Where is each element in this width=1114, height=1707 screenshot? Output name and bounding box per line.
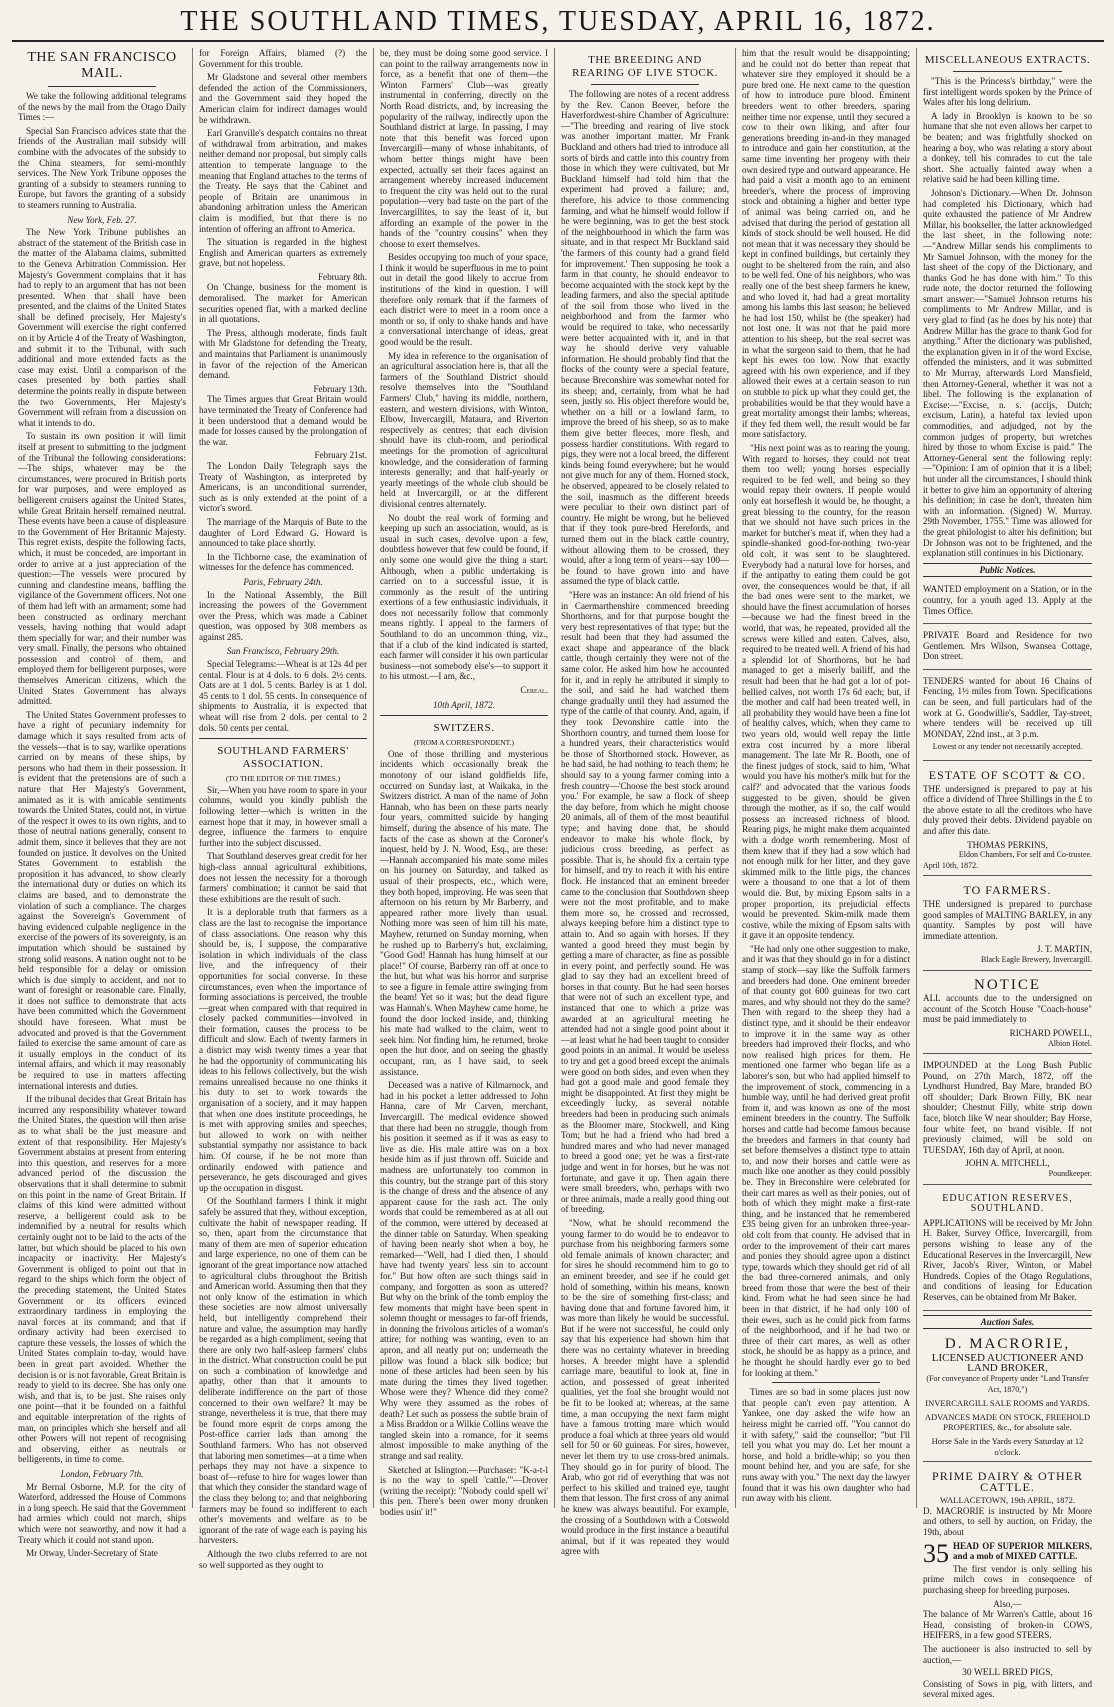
ad-text: APPLICATIONS will be received by Mr John H. Baker, Survey Office, Invercargill, from persons wishing to lease any of the Educational Reserves in the Invercargill, New River, Jacob's River, Winton, or Mabel Hundreds. Copies of the Otago Regulations, and conditions of leasing for Education Reserves, can be obtained from Mr Baker.: [923, 1217, 1092, 1302]
dateline: New York, Feb. 27.: [67, 214, 137, 225]
paragraph: Mr Gladstone and several other members defended the action of the Commissioners, and the Government said they hoped the American claim for indirect damages would be withdrawn.: [199, 72, 367, 125]
paragraph: Although the two clubs referred to are not so well supported as they ought to: [199, 1548, 367, 1570]
paragraph: Mr Bernal Osborne, M.P. for the city of Waterford, addressed the House of Commons in a long speech. He said that the Government had armies which could not march, ships which were not seaworthy, and now it had a Treaty which it could not stand upon.: [18, 1481, 186, 1545]
divider: [772, 1382, 880, 1383]
ad-signature: JOHN A. MITCHELL,: [965, 1158, 1050, 1169]
signature: Cereal.: [520, 685, 548, 696]
ad-text: The balance of Mr Warren's Cattle, about 16 Head, consisting of broken-in COWS, HEIFERS, in a few good STEERS.: [923, 1609, 1092, 1641]
article-title-switzers: SWITZERS.: [433, 722, 495, 735]
ad-date: April 10th, 1872.: [923, 860, 979, 870]
ad-signature-sub: Albion Hotel.: [1048, 1038, 1092, 1048]
advertisement: [923, 1465, 1092, 1707]
column-4: [555, 48, 736, 1557]
paragraph: "This is the Princess's birthday," were the first intelligent words spoken by the Prince of Wales after his long delirium.: [923, 76, 1092, 108]
ad-text: Horse Sale in the Yards every Saturday at 12 o'clock.: [931, 1435, 1084, 1457]
paragraph: for Foreign Affairs, blamed (?) the Government for this trouble.: [199, 48, 367, 69]
ad-subtitle: LICENSED AUCTIONEER AND LAND BROKER,: [931, 1351, 1084, 1375]
paragraph: A lady in Brooklyn is known to be so humane that she not even allows her carpet to be beaten; and was frightfully shocked on hearing a boy, who was relating a story about a donkey, tell his comrades to cut the tale short. She actually fainted away when a relative said he had been killing time.: [923, 110, 1092, 185]
divider: [48, 86, 156, 87]
ad-text: ALL accounts due to the undersigned on account of the Scotch House "Coach-house" must be paid immediately to: [923, 993, 1092, 1025]
paragraph: The Press, although moderate, finds fault with Mr Gladstone for defending the Treaty, and maintains that Parliament is unanimously in favor of the rejection of the American demand.: [199, 327, 367, 381]
paragraph: In the National Assembly, the Bill increasing the powers of the Government over the Press, which was made a Cabinet question, was opposed by 308 members as against 285.: [199, 589, 367, 642]
dateline: 10th April, 1872.: [433, 699, 495, 710]
ad-signature-sub: Poundkeeper.: [1048, 1169, 1092, 1179]
divider: [591, 84, 699, 85]
ad-note: Lowest or any tender not necessarily accepted.: [932, 742, 1083, 752]
paragraph: Sketched at Islington.—Purchaser: "K-a-t-l is no the way to spell 'cattle.'"—Drover (writing the receipt): "Nobody could spell wi' this pen. There's been ower mony drunken bodies usin' it!": [380, 1464, 548, 1517]
ad-signature: J. T. MARTIN,: [1037, 944, 1092, 955]
advertisement: [923, 1333, 1092, 1462]
ad-text: PRIVATE Board and Residence for two Gentlemen. Mrs Wilson, Swansea Cottage, Don street.: [923, 630, 1092, 662]
paragraph: No doubt the real work of forming and keeping up such an association, would, as is usual in such cases, devolve upon a few, doubtless however that few could be found, if only some one would give the thing a start. Although, when a public undertaking is carried on to a successful issue, it is commonly as the result of the untiring exertions of a few enthusiastic individuals, it does not necessarily follow that commonly means rightly. I appeal to the farmers of Southland to do an uncommon thing, viz., that if a club of the kind indicated is started, each farmer will consider it his own particular business—not somebody else's—to support it to his utmost.—I am, &c.,: [380, 512, 548, 682]
ad-text: 30 WELL BRED PIGS,: [962, 1668, 1053, 1679]
ad-number: 35: [923, 1538, 949, 1568]
paragraph: Deceased was a native of Kilmarnock, and had in his pocket a letter addressed to John Hanna, care of Mr Carven, merchant, Invercargill. The medical evidence showed that there had been no struggle, though from his position it seemed as if it was as easy to live as die. His male attire was on a box beside him as if just thrown off. Suicide and madness are unfortunately too common in this country, but the strange part of this story is the change of dress and the absence of any apparent cause for the rash act. The only words that could be remembered as at all out of the common, were uttered by deceased at the dinner table on Saturday. When speaking of having been nearly shot when a boy, he remarked—"Well, had I died then, I should have had twenty years' less sin to account for." But how often are such things said in company, and forgotten as soon as uttered? But why on the brink of the tomb employ the few moments that might have been spent in solemn thought or messages to far-off friends, in donning the frivolous articles of a woman's attire; for nothing was wanting, even to an apron, and all neatly put on; underneath the pillow was found a black silk bodice; but none of these articles had been seen by his mate during the times they lived together. Whose were they? Whence did they come? Why were they assumed as the robes of death? Let such as possess the subtle brain of a Miss Braddon or a Wilkie Collins weave the tangled skein into a romance, for it seems almost impossible to make anything of the strange and sad reality.: [380, 1080, 548, 1461]
ad-headline: [923, 1538, 1092, 1568]
dateline: February 8th.: [318, 271, 367, 282]
ad-text: The first vendor is only selling his prime milch cows in consequence of purchasing sheep for breeding purposes.: [923, 1563, 1092, 1596]
ad-text: (For conveyance of Property under "Land Transfer Act, 1870,"): [926, 1373, 1089, 1394]
ad-title: TO FARMERS.: [963, 883, 1052, 898]
ad-title: NOTICE: [974, 976, 1041, 993]
paragraph: be, they must be doing some good service. I can point to the railway arrangements now in force, as a benefit that one of them—the Winton Farmers' Club—was greatly instrumental in conferring, directly on the North Road districts, and, by increasing the popularity of the railway, indirectly upon the Southland district at large. In passing, I may note that this benefit was forced upon Invercargill—many of whose inhabitants, of whom better things might have been expected, actually set their faces against an arrangement whereby increased inducement to frequent the city was held out to the rural population—very bad taste on the part of the Invercargillites, to say the least of it, but affording an example of the power in the hands of the "country cousins" when they choose to exert themselves.: [380, 48, 548, 249]
advertisement: [923, 581, 1092, 624]
column-5: [736, 48, 917, 1508]
ad-text: D. MACRORIE is instructed by Mr Moore and others, to sell by auction, on Friday, the 19th, about: [923, 1505, 1092, 1538]
paragraph: We take the following additional telegrams of the news by the mail from the Otago Daily Times :—: [18, 91, 186, 123]
dateline: February 13th.: [313, 383, 367, 394]
paragraph: Sir,—When you have room to spare in your columns, would you kindly publish the following letter—which is written in the earnest hope that it may, in however small a degree, influence the farmers to enquire further into the subject discussed.: [199, 784, 367, 848]
paragraph: The following are notes of a recent address by the Rev. Canon Beever, before the Haverfordwest-shire Chamber of Agriculture:—"The breeding and rearing of live stock was another important matter. Mr Frank Buckland and others had tried to introduce all sorts of birds and cattle into this country from those in which they were cultivated, but Mr Buckland himself had told him that the experiment had proved a failure; and, therefore, his advice to those commencing farming, and what he himself would follow if he were beginning, was to get the best stock of the neighbourhood in which the farm was situate, and in that respect Mr Buckland said 'the farmers of this county had a grand field for improvement.' Then supposing he took a farm in that county, he should endeavor to become acquainted with the stock kept by the leading farmers, and also the special aptitude of the soil from those who lived in the neighborhood and from the farmer who would be required to take, who necessarily were better acquainted with it, and in that way he should derive very valuable information. He should probably find that the flocks of the county were a special feature, because Breconshire was somewhat noted for its sheep; and, certainly, from what he had seen, justly so. His object therefore would be, whether on a hill or a lowland farm, to improve the breed of his sheep, so as to make them give better fleeces, more flesh, and possess hardier constitutions. With regard to pigs, they were not a local breed, the different kinds being found everywhere; but he would not give much for any of them. Horned stock, he observed, appeared to be closely related to the soil, inasmuch as the different breeds were peculiar to their own distinct part of country. He might be wrong, but he believed that if they took pure-bred Herefords, and turned them out in the black cattle country, without allowing them to be crossed, they would, after a long term of years—say 100—be found to have grown into and have assumed the type of black cattle.: [561, 89, 729, 587]
columns: [12, 48, 1104, 1700]
dateline: Paris, February 24th.: [243, 576, 323, 587]
column-6: [917, 48, 1098, 1700]
advertisement: [923, 673, 1092, 761]
paragraph: My idea in reference to the organisation of an agricultural association here is, that all the farmers of the Southland District should resolve themselves into the "Southland Farmers' Club," having its middle, northern, eastern, and western divisions, with Winton, Elbow, Invercargill, Mataura, and Riverton respectively as centres; that each division should have its club-room, and periodical meetings for the promotion of agricultural knowledge, and the consideration of farming interests generally; and that half-yearly or yearly meetings of the whole club should be held at Invercargill, or at the different divisional centres alternately.: [380, 350, 548, 509]
advertisement: [923, 1188, 1092, 1311]
divider: [380, 715, 548, 716]
dateline: February 21st.: [314, 450, 367, 461]
ad-text: TENDERS wanted for about 16 Chains of Fencing, 1½ miles from Town. Specifications can be seen, and full particulars had of the work at G. Goodwillie's, Saddler, Tay-street, where tenders will be received up till MONDAY, 22nd inst., at 3 p.m.: [923, 675, 1092, 739]
paragraph: him that the result would be disappointing; and he could not do better than repeat that whatever sire they employed it should be a pure bred one. He next came to the question of how to introduce pure blood. Eminent breeders went to other breeders, sparing neither time nor expense, until they secured a cow to their own liking, and after four generations breeding in-and-in they managed to introduce and gain her constitution, at the same time inventing her progeny with their own desired type and outward appearance. He had paid a visit a month ago to an eminent breeder's, where the process of improving stock and obtaining a higher and better type of animal was being carried on, and he advised that during the period of gestation all kinds of stock should be well housed. He did not mean that it was necessary they should be kept in confined buildings, but certainly they ought to be sheltered from the rain, and also to be well fed. One of his neighbors, who was really one of the best sheep farmers he knew, and who loved it, had had a great mortality among his lambs this last season; he believed he had lost 150, whilst he (the speaker) had not lost one. It was not that he paid more attention to his sheep, but the real secret was in what the surgeon said to them, that he had kept his ewes too low. Now that exactly agreed with his own experience, and if they allowed their ewes at a certain season to run on stubble to pick up what they could get, the probabilities would be that they would have a great mortality amongst their lambs; whereas, if they fed them well, the result would be far more satisfactory.: [742, 48, 910, 440]
ad-text: INVERCARGILL SALE ROOMS and YARDS.: [925, 1398, 1090, 1409]
advertisement: [923, 1057, 1092, 1185]
paragraph: On 'Change, business for the moment is demoralised. The market for American securities opened flat, with a marked decline in all quotations.: [199, 282, 367, 325]
column-2: [193, 48, 374, 1570]
paragraph: The Times argues that Great Britain would have terminated the Treaty of Conference had it been understood that a demand would be made for losses caused by the prolongation of the war.: [199, 394, 367, 447]
correspondent-note: (FROM A CORRESPONDENT.): [413, 738, 515, 748]
article-title-breeding: THE BREEDING AND REARING OF LIVE STOCK.: [572, 54, 718, 79]
paragraph: "Now, what he should recommend the young farmer to do would be to endeavor to purchase from his neighboring farmers some old female animals of known character; and for sires he should recommend him to go to an eminent breeder, and see if he could get hold of something, within his means, known to be the sire of something first-class; and having done that and fortune favored him, it was more than likely he would be successful. But if he were not successful, he could only say that his experience had shown him that there was no certainty whatever in breeding horses. A breeder might have a splendid carriage mare, beautiful to look at, fine in action, and possessed of great inherited qualities, yet the foal she brought would not be fit to be looked at; whereas, at the same time, a man occupying the next farm might have a famous trotting mare which would produce a foal which at three years old would sell for 50 or 60 guineas. For sires, however, never let them try to use cross-bred animals. They should go in for purity of blood. The Arab, who got rid of everything that was not perfect to his skilled and trained eye, taught them that lesson. The first cross of any animal he knew was always beautiful. For example, the crossing of a Southdown with a Cotswold would produce in the first instance a beautiful animal, but if it was repeated they would agree with: [561, 1217, 729, 1557]
ad-text: The auctioneer is also instructed to sell by auction,—: [923, 1644, 1092, 1665]
ad-text: THE undersigned is prepared to pay at his office a dividend of Three Shillings in the £ to the above estate to all the creditors who have duly proved their debts. Dividend payable on and after this date.: [923, 783, 1092, 836]
divider: [199, 738, 367, 739]
ad-title: D. MACRORIE,: [944, 1336, 1071, 1353]
paragraph: That Southland deserves great credit for her high-class annual agricultural exhibitions, does not lessen the necessity for a thorough farmers' combination; it cannot be said that these exhibitions are the result of such.: [199, 851, 367, 904]
masthead: THE SOUTHLAND TIMES, TUESDAY, APRIL 16, 1872.: [12, 6, 1104, 42]
paragraph: Mr Otway, Under-Secretary of State: [26, 1548, 158, 1559]
paragraph: Besides occupying too much of your space, I think it would be superfluous in me to point out in detail the good likely to accrue from institutions of the kind in question. I will therefore only remark that if the farmers of each district were to meet in a room once a month or so, if only to shake hands and have a conversational interchange of ideas, great good would be the result.: [380, 252, 548, 348]
paragraph: The United States Government professes to have a right of pecuniary indemnity for damage which it says resulted from acts of the vessels—that is to say, warlike operations carried on by means of these ships, by persons who had them in their possession. It is evident that the pretensions are of such a nature that Her Majesty's Government, animated as it is with amicable sentiments towards the United States, could not, in virtue of the respect it owes to its own rights, and to those of neutral nations generally, consent to admit them, since it believes that they are not founded on justice. It devolves on the United States Government to establish the proposition it has advanced, to show clearly the international duty or duties on which its claims are based, and to demonstrate the violation of such a compliance. The charges against the Sovereign's Government of having evidenced culpable negligence in the exercise of the powers of its sovereignty, is an imputation which should be sustained by strong solid reasons. A nation ought not to be held responsible for a delay or omission which is due simply to accident, and not to want of foresight or reasonable care. Finally, it does not suffice to demonstrate that acts have been committed which the Government should have foreseen. What must be advocated and proved is that the Government failed to exercise the same amount of care as it usually employs in the conduct of its internal affairs, and which it may reasonably be required to use in matters affecting international interests and duties.: [18, 709, 186, 1091]
ad-text: WANTED employment on a Station, or in the country, for a youth aged 13. Apply at the Times Office.: [923, 584, 1092, 616]
paragraph: The marriage of the Marquis of Bute to the daughter of Lord Edward G. Howard is announced to take place shortly.: [199, 516, 367, 549]
paragraph: "His next point was as to rearing the young. With regard to horses, they could not treat them too well; young horses especially required to be fed well, and being so they would repay their owners. If people would only eat horseflesh it would be, he thought, a great blessing to the country, for the reason that we should not have such prices in the market for butcher's meat if, when they had a spindle-shanked good-for-nothing two-year old colt, it was sent to be slaughtered. Everybody had a natural love for horses, and if the antipathy to eating them could be got over, the consequences would be that, if all the bad ones were sent to the market, we should have the finest accumulation of horses—because we had the finest breed in the world, that was, he repeated, provided all the screws were killed and eaten. Calves, also, required to be treated well. A friend of his had a splendid lot of Shorthorns, but he had managed to get a miserly bailiff, and the result had been that he had got a lot of pot-bellied calves, not worth 17s 6d each; but, if the mother and calf had been treated well, in all probability they would have been a fine lot of healthy calves, which, when they came to two years old, would well repay the little extra cost incurred by a more liberal management. The late Mr R. Booth, one of the finest judges of stock, said to him, 'What would you have his mother's milk but for the calf?' and advocated that the various foods suggested to be given, should be given through the mother, as if so, the calf would possess an increased richness of blood. Rearing pigs, he might make them acquainted with a dodge worth remembering. Most of them knew that if they had a sow which had not enough milk for her litter, and they gave skimmed milk to the little pigs, the chances were a thousand to one that a lot of them would die. But, by mixing Epsom salts in a proper proportion, its prejudicial effects would be prevented. Skim-milk made them costive, while the mixing of Epsom salts with it gave it an opposite tendency.: [742, 442, 910, 941]
section-header-public-notices: Public Notices.: [923, 563, 1092, 578]
paragraph: Of the Southland farmers I think it might safely be assured that they, without exception, cultivate the habit of newspaper reading. If so, then, apart from the circumstance that many of them are men of superior education and large experience, no one of them can be ignorant of the great importance now attached to agricultural clubs throughout the British and American world. Assuming then that they not only know of the estimation in which these societies are now almost universally held, but intelligently comprehend their nature and value, the assumption may hardly be regarded as a high compliment, seeing that there are only two half-asleep farmers' clubs in the district. What construction could be put on such a combination of knowledge and apathy, other than that it amounts to deliberate indifference on the part of those concerned to their own welfare? It may be strange, nevertheless it is true, that there may be found more esprit de corps among the Post-office carrier lads than among the Southland farmers. Who has not observed that laboring men sometimes—at a time when perhaps they may not have a sixpence to boast of—refuse to hire for wages lower than that which they consider the standard wage of the class they belong to; and that neighboring farmers may be found so indifferent to each other's movements and welfare as to be ignorant of the rate of wage each is paying his harvesters.: [199, 1196, 367, 1546]
paragraph: In the Tichborne case, the examination of witnesses for the defence has commenced.: [199, 551, 367, 573]
paragraph: "Here was an instance: An old friend of his in Caermarthenshire commenced breeding Shorthorns, and for that purpose bought the very best representatives of that type; but the result had been that they had assumed the exact shape and appearance of the black cattle, though certainly they were not of the same color. He asked him how he accounted for it, and in reply he attributed it simply to the soil, and said he had watched them change gradually until they had assumed the type of the cattle of that county. And, again, if they took Devonshire cattle into the Shorthorn country, and turned them loose for a hundred years, their characteristics would be those of Shorthorned stock. However, as he had said, he had nothing to teach them; he should say to a young farmer coming into a fresh country—'Choose the best stock around you.' For example, he saw a flock of sheep the day before, from which he might choose 20 animals, all of them of the most beautiful type; and having done that, he should endeavor to make his whole flock, by judicious cross breeding, as perfect as possible. That is, he should fix a certain type for himself, and try to reach it with his entire flock. He instanced that an eminent breeder came to the conclusion that Southdown sheep were not the most profitable, and to make them more so, he crossed and recrossed, always keeping before him a distinct type to attain to. And so again with horses. If they wanted a good breed they must begin by getting a mare of character, as fine as possible in every point, and perfectly sound. He was glad to say they had an excellent breed of horses in that county. But he had seen horses that were not of such an excellent type, and instanced that one to which a prize was awarded at an agricultural meeting he attended had not a single good point about it—at least what he had been taught to consider good points in an animal. It would be useless to try and get a good breed except the animals were good on both sides, and even when they had got a good male and good female they might be disappointed. At first they might be exceedingly lucky, as several notable breeders had been in producing such animals as the Bloomer mare, Stockwell, and King Tom; but he had a friend who had bred a hundred mares and who had never managed to breed a good one; yet he was a first-rate judge and went in for horses, but he was not fortunate, and gave it up. Then again there were small breeders, who, perhaps with two or three animals, made a really good thing out of breeding.: [561, 589, 729, 1215]
advertisement: [923, 764, 1092, 876]
ad-signature-sub: Black Eagle Brewery, Invercargill.: [980, 954, 1092, 964]
paragraph: The London Daily Telegraph says the Treaty of Washington, as interpreted by Americans, is an unconditional surrender, such as is only extended at the point of a victor's sword.: [199, 460, 367, 514]
dateline: London, February 7th.: [60, 1469, 144, 1479]
ad-text: Also,—: [993, 1598, 1022, 1609]
section-header-auction-sales: Auction Sales.: [923, 1315, 1092, 1330]
paragraph: Earl Granville's despatch contains no threat of withdrawal from arbitration, and makes neither demand nor proposal, but simply calls attention to temperate language to the meaning that England attaches to the terms of the Treaty. He says that the Cabinet and people of Britain are unanimous in abandoning arbitration unless the American claim is modified, but that there is no intention of offering an affront to America.: [199, 128, 367, 234]
ad-title: EDUCATION RESERVES, SOUTHLAND.: [942, 1192, 1073, 1215]
ad-signature: RICHARD POWELL,: [1009, 1027, 1092, 1038]
paragraph: It is a deplorable truth that farmers as a class are the last to recognise the importance of class associations. One reason why this should be, is, I suppose, the comparative isolation in which individuals of the class live, and the infrequency of their opportunities for social converse. In these circumstances, even when the importance of forming associations is perceived, the trouble—great when compared with that required in closely packed communities—involved in their formation, causes the process to be difficult and slow. Each of twenty farmers in a district may wish twenty times a year that he had the opportunity of communicating his ideas to his fellows collectively, but the wish remains unrealised because no one thinks it his duty to set to work towards the organisation of a society, and it may happen that when one does institute proceedings, he is met with approving smiles and speeches, but allowed to work on with neither substantial sympathy nor assistance to back him. Of course, if he be not more than ordinarily endowed with patience and perseverance, he gets discouraged and gives up the occupation in disgust.: [199, 907, 367, 1193]
column-1: [12, 48, 193, 1559]
paragraph: If the tribunal decides that Great Britain has incurred any responsibility whatever toward the United States, the question will then arise as to what shall be the just measure and extent of that responsibility. Her Majesty's Government abstains at present from entering into this question, and reserves for a more advanced period of the discussion the observations that it shall determine to submit on this point in the name of Great Britain. If claims of this kind were admitted without reserve, a belligerent could ask to be indemnified by a neutral for results which certainly ought not to be laid to the acts of the latter, but which should be placed to his own incapacity or inactivity. Her Majesty's Government is obliged to point out that in regard to the ships which form the object of the preceding statement, the United States Government or its officers evinced extraordinary tardiness in employing the naval forces at its command; and that if ordinary activity had been exercised to capture these vessels, the losses of which the United States complain to-day, would have been in great part avoided. Whether the decision is or is not favorable, Great Britain is ready to yield to its decree. She has only one wish, and that is, to be just. She raises only one point—that it be founded on a faithful and equitable interpretation of the rights of man, on principles which she herself and all other Powers will not repent of recognising and observing, either as neutrals or belligerents, in time to come.: [18, 1094, 186, 1465]
ad-text: ADVANCES MADE ON STOCK, FREEHOLD PROPERTIES, &c., for absolute sale.: [924, 1411, 1091, 1433]
ad-signature-sub: Eldon Chambers, For self and Co-trustee.: [958, 850, 1092, 860]
advertisement: [923, 627, 1092, 670]
article-title-miscellaneous: MISCELLANEOUS EXTRACTS.: [924, 54, 1091, 66]
ad-title: ESTATE OF SCOTT & CO.: [928, 768, 1087, 783]
paragraph: One of those thrilling and mysterious incidents which occasionally break the monotony of our island goldfields life, occurred on Sunday last, at Waikaka, in the Switzers district. A man of the name of John Hannah, who has been on these parts nearly four years, committed suicide by hanging himself, during the absence of his mate. The facts of the case as shown at the Coroner's inquest, held by J. N. Wood, Esq., are these:—Hannah accompanied his mate some miles on his journey on Saturday, and talked as usual of their prospects, etc., which were, they both hoped, improving. He was seen that afternoon on his return by Mr Barberry, and appeared rather more lively than usual. Nothing more was seen of him till his mate, Mayhew, returned on Sunday morning, when he rushed up to Barberry's hut, exclaiming, "Good God! Hannah has hung himself at our place!" Of course, Barberry ran off at once to the hut, but what was his horror and surprise to see a figure in female attire swinging from the beam! Yet so it was; but the dead figure was Hannah's. When Mayhew came home, he found the door locked inside, and, thinking his mate had walked to the claim, went to seek him. Not finding him, he returned, broke open the hut door, and on seeing the ghastly occupant, ran, as I have said, to seek assistance.: [380, 748, 548, 1077]
editor-note: (TO THE EDITOR OF THE TIMES.): [225, 774, 341, 784]
article-title-farmers-association: SOUTHLAND FARMERS' ASSOCIATION.: [217, 745, 349, 771]
paragraph: "He had only one other suggestion to make, and it was that they should go in for a distinct stamp of stock—say like the Suffolk farmers and breeders had done. One eminent breeder of that county got 600 guineas for two cart mares, and why should not they do the same? Then with regard to the sheep they had a distinct type, and it should be their endeavor to improve it in the same way as other breeders had improved their flocks, and who now realised high prices for them. He mentioned one farmer who began life as a laborer's son, but who had applied himself to the improvement of stock, commencing in a humble way, until he had derived great profit from it, and was known as one of the most eminent breeders in the country. The Suffolk horses and cattle had become famous because the breeders and farmers in that county had set before themselves a distinct type to attain to, and now their horses and cattle were as much like one another as they could possibly be. They in Breconshire were celebrated for their cart mares as well as their ponies, out of both of which they might make a first-rate thing, and he instanced that he remembered £35 being given for an unbroken three-year-old colt from that county. He advised that in order to the improvement of their cart mares and ponies they should agree upon a distinct type, towards which they should get rid of all the bad three-cornered animals, and only breed from those that were the best of their kind. From what he had seen since he had been in that district, if he had only 100 of their ewes, such as he could pick from farms of the neighborhood, and if he had two or three of their cart mares, as well as other stock, he should be as happy as a prince, and he thought he should hardly ever go to bed for looking at them.": [742, 943, 910, 1378]
paragraph: Special Telegrams:—Wheat is at 12s 4d per cental. Flour is at 4 dols. to 6 dols. 2½ cents. Oats are at 1 dol. 5 cents. Barley is at 1 dol. 45 cents to 1 dol. 55 cents. In consequence of shipments to Australia, it is expected that wheat will rise from 2 dols. per cental to 2 dols. 50 cents per cental.: [199, 659, 367, 733]
advertisement: [923, 974, 1092, 1055]
ad-text: Consisting of Sows in pig, with litters, and several mixed ages.: [923, 1678, 1092, 1700]
ad-date: WALLACETOWN, 19th APRIL, 1872.: [940, 1495, 1075, 1506]
paragraph: The situation is regarded in the highest English and American quarters as extremely grave, but not hopeless.: [199, 237, 367, 269]
dateline: San Francisco, February 29th.: [226, 646, 340, 657]
advertisement: [923, 879, 1092, 970]
article-title-san-francisco-mail: THE SAN FRANCISCO MAIL.: [27, 50, 177, 81]
ad-text: HEAD OF SUPERIOR MILKERS, and a mob of MIXED CATTLE.: [953, 1540, 1092, 1562]
paragraph: Times are so bad in some places just now that people can't even pay attention. A Yankee, one day asked the wife how an heiress might be carried off. "You cannot do it with safety," said the counsellor; "but I'll tell you what you may do. Let her mount a horse, and hold a bridle-whip; so you then mount behind her, and you are safe, for she runs away with you." The next day the lawyer found that it was his own daughter who had run away with his client.: [742, 1387, 910, 1504]
paragraph: To sustain its own position it will limit itself at present to submitting to the judgment of the Tribunal the following considerations:—The ships, whatever may be the circumstances, were procured in British ports for war purposes, and were employed as belligerent cruisers against the United States, while Great Britain herself remained neutral. These events have been a cause of displeasure to the Government of Her Britannic Majesty. This regret exists, despite the following facts, which, it must be conceded, are important in order to arrive at a just appreciation of the question:—The vessels were procured by cunning and clandestine means, baffling the vigilance of the Government officers. Not one of them had left with an armament; some had been constructed as ordinary merchant vessels, having nothing that would adapt them specially for war; and their number was very small. Finally, the persons who obtained possession and control of them, and employed them for belligerent purposes, were themselves American citizens, which the United States Government has always admitted.: [18, 431, 186, 707]
ad-text: IMPOUNDED at the Long Bush Public Pound, on 27th March, 1872, off the Lyndhurst Hundred, Bay Mare, branded BO off shoulder; Dark Brown Filly, BK near shoulder; Chestnut Filly, white strip down face, blotch like W near shoulder; Bay Horse, four white feet, no brand visible. If not previously claimed, will be sold on TUESDAY, 16th day of April, at noon.: [923, 1060, 1092, 1155]
ad-text: THE undersigned is prepared to purchase good samples of MALTING BARLEY, in any quantity. Samples by post will have immediate attention.: [923, 898, 1092, 941]
ad-title: PRIME DAIRY & OTHER CATTLE.: [932, 1469, 1083, 1494]
paragraph: The New York Tribune publishes an abstract of the statement of the British case in the matter of the Alabama claims, submitted to the Geneva Arbitration Commission. Her Majesty's Government complains that it has had to reply to an argument that has not been presented. When that shall have been presented, and the claims of the United States shall be defined precisely, Her Majesty's Government will exercise the right conferred on it by Article 4 of the Treaty of Washington, and submit it to the Tribunal, with such additional and more extended facts as the case may exist. Until a comparison of the cases presented by both parties shall determine the points really in dispute between the two Governments, Her Majesty's Government will refrain from a discussion on what it intends to do.: [18, 227, 186, 428]
paragraph: Johnson's Dictionary.—When Dr. Johnson had completed his Dictionary, which had quite exhausted the patience of Mr Andrew Millar, his bookseller, the latter acknowledged the last sheet, in the following note:—"Andrew Millar sends his compliments to Mr Samuel Johnson, with the money for the last sheet of the copy of the Dictionary, and thanks God he has done with him." To this rude note, the doctor returned the following smart answer:—"Samuel Johnson returns his compliments to Mr Andrew Millar, and is very glad to find (as he does by his note) that Andrew Millar has the grace to thank God for anything." After the dictionary was published, the explanation given in it of the word Excise, offended the ministers, and it was submitted to Mr Murray, afterwards Lord Mansfield, then Attorney-General, whether it was not a libel. The following is the explanation of Excise:—"Excise, n. s. (accijs, Dutch; excisum, Latin), a hateful tax levied upon commodities, and adjudged, not by the common judges of property, but wretches hired by those to whom Excise is paid." The Attorney-General sent the following reply:—"Opinion: I am of opinion that it is a libel; but under all the circumstances, I should think it better to give him an opportunity of altering his definition; in case he don't, threaten him with an information. (Signed) W. Murray. 29th November, 1755." Time was allowed for the great philologist to alter his definition; but Dr Johnson was not to be frightened, and the explanation still continues in his Dictionary.: [923, 187, 1092, 559]
ad-signature: THOMAS PERKINS,: [967, 839, 1048, 850]
column-3: [374, 48, 555, 1517]
divider: [953, 71, 1062, 72]
paragraph: Special San Francisco advices state that the friends of the Australian mail subsidy will combine with the advocates of the subsidy to the China steamers, for semi-monthly services. The New York Tribune opposes the granting of a subsidy to steamers running to Europe, but favors the granting of a subsidy to steamers running to Australia.: [18, 125, 186, 210]
